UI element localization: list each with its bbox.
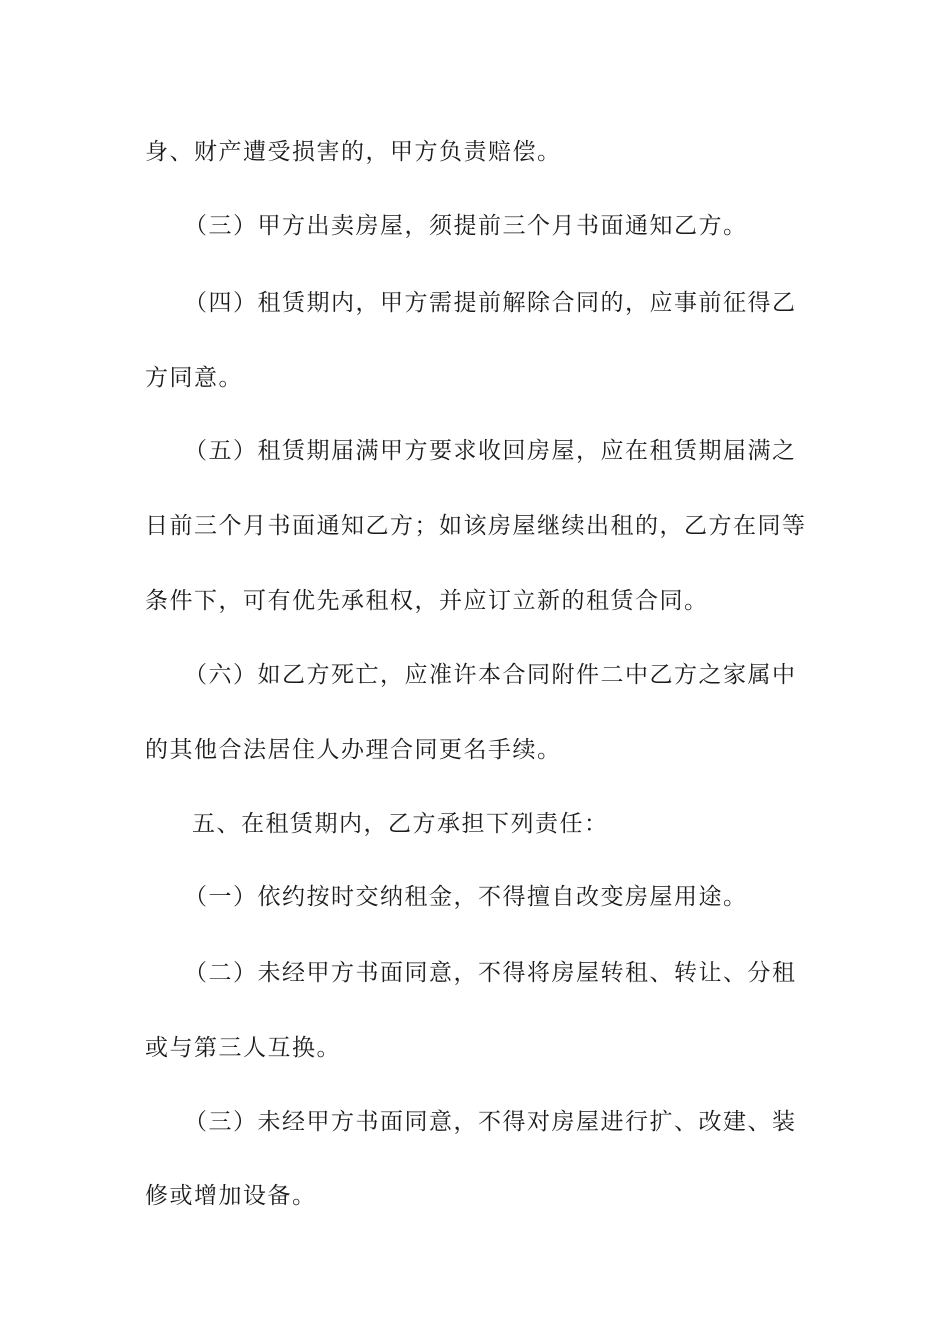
text-line-1: 身、财产遭受损害的，甲方负责赔偿。 xyxy=(145,139,562,165)
text-line-5: （五）租赁期届满甲方要求收回房屋，应在租赁期届满之 xyxy=(184,438,797,464)
text-line-9: 的其他合法居住人办理合同更名手续。 xyxy=(145,737,562,763)
text-line-13: 或与第三人互换。 xyxy=(145,1035,341,1061)
text-line-10: 五、在租赁期内，乙方承担下列责任： xyxy=(192,811,609,837)
text-line-15: 修或增加设备。 xyxy=(145,1183,317,1209)
text-line-11: （一）依约按时交纳租金，不得擅自改变房屋用途。 xyxy=(184,884,748,910)
text-line-7: 条件下，可有优先承租权，并应订立新的租赁合同。 xyxy=(145,588,709,614)
text-line-3: （四）租赁期内，甲方需提前解除合同的，应事前征得乙 xyxy=(184,290,797,316)
text-line-2: （三）甲方出卖房屋，须提前三个月书面通知乙方。 xyxy=(184,213,748,239)
text-line-12: （二）未经甲方书面同意，不得将房屋转租、转让、分租 xyxy=(184,960,797,986)
text-line-8: （六）如乙方死亡，应准许本合同附件二中乙方之家属中 xyxy=(184,662,797,688)
text-line-6: 日前三个月书面通知乙方；如该房屋继续出租的，乙方在同等 xyxy=(145,513,807,539)
text-line-14: （三）未经甲方书面同意，不得对房屋进行扩、改建、装 xyxy=(184,1109,797,1135)
text-line-4: 方同意。 xyxy=(145,365,243,391)
